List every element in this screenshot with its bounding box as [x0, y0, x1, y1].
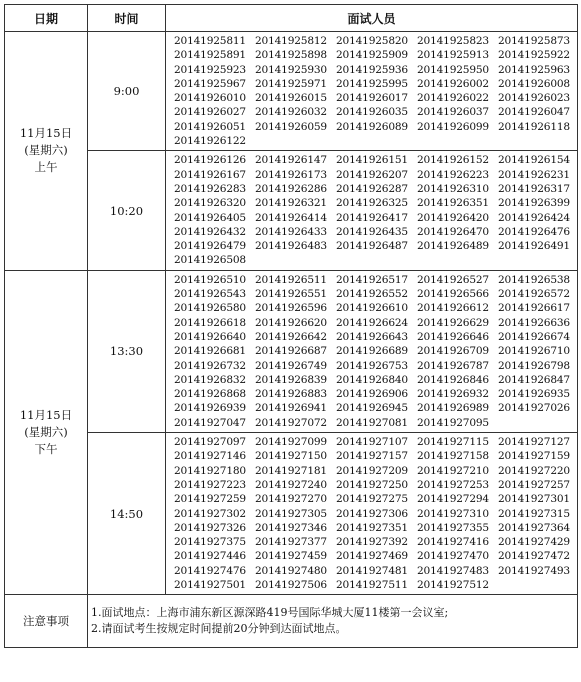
candidate-id: 20141926517: [336, 273, 408, 286]
candidate-id: 20141926051: [174, 120, 246, 133]
candidate-id: 20141927220: [498, 464, 570, 477]
candidate-id: 20141925913: [417, 49, 489, 62]
candidate-id: 20141926089: [336, 120, 408, 133]
candidate-id: 20141925950: [417, 63, 489, 76]
time-cell: 13:30: [88, 270, 166, 432]
candidate-id: 20141926749: [255, 359, 327, 372]
candidate-id: 20141926846: [417, 373, 489, 386]
candidate-id: 20141927127: [498, 436, 570, 449]
candidate-id: 20141927257: [498, 478, 570, 491]
time-cell: 9:00: [88, 32, 166, 151]
candidate-id: 20141927275: [336, 493, 408, 506]
candidate-id: 20141926399: [498, 197, 570, 210]
candidate-id: 20141926832: [174, 373, 246, 386]
candidate-id: 20141926839: [255, 373, 327, 386]
candidate-id: 20141926231: [498, 168, 570, 181]
candidate-id: 20141926479: [174, 240, 246, 253]
candidate-id: 20141927446: [174, 550, 246, 563]
candidate-id: 20141926610: [336, 302, 408, 315]
time-cell: 14:50: [88, 433, 166, 595]
date-line: (星期六): [24, 143, 68, 158]
candidate-id: 20141926010: [174, 92, 246, 105]
slot-row-1450: [5, 433, 578, 595]
candidate-id: 20141926527: [417, 273, 489, 286]
candidate-id-list: [166, 32, 578, 151]
candidate-id: 20141926122: [174, 135, 246, 148]
candidate-id-list: [166, 270, 578, 432]
candidate-id: 20141927158: [417, 450, 489, 463]
candidate-id: 20141926618: [174, 316, 246, 329]
candidate-id: 20141925812: [255, 35, 327, 47]
candidate-id: 20141926508: [174, 254, 246, 267]
candidate-id: 20141926511: [255, 273, 327, 286]
candidate-id: 20141927081: [336, 416, 408, 429]
candidate-id: 20141926207: [336, 168, 408, 181]
candidate-id: 20141927115: [417, 436, 489, 449]
candidate-id: 20141926580: [174, 302, 246, 315]
candidate-id: 20141926099: [417, 120, 489, 133]
candidate-id: 20141927511: [336, 578, 408, 591]
header-time: 时间: [88, 5, 166, 32]
candidate-id: 20141926321: [255, 197, 327, 210]
candidate-id: 20141926935: [498, 388, 570, 401]
candidate-id: 20141927392: [336, 536, 408, 549]
candidate-id: 20141927223: [174, 478, 246, 491]
candidate-id: 20141925963: [498, 63, 570, 76]
candidate-id: 20141926325: [336, 197, 408, 210]
time-cell: 10:20: [88, 151, 166, 270]
candidate-id: 20141926154: [498, 154, 570, 167]
candidate-id: 20141927095: [417, 416, 489, 429]
candidate-id: 20141926002: [417, 77, 489, 90]
candidate-id: 20141926435: [336, 225, 408, 238]
candidate-id: 20141926047: [498, 106, 570, 119]
date-line: 11月15日: [19, 408, 73, 423]
candidate-id: 20141926732: [174, 359, 246, 372]
candidate-id: 20141927026: [498, 402, 570, 415]
candidate-id: 20141927326: [174, 521, 246, 534]
candidate-id: 20141927512: [417, 578, 489, 591]
candidate-id: 20141926487: [336, 240, 408, 253]
candidate-id: 20141926022: [417, 92, 489, 105]
candidate-id: 20141926640: [174, 330, 246, 343]
notes-row: [5, 595, 578, 648]
candidate-id: 20141927180: [174, 464, 246, 477]
candidate-id: 20141926147: [255, 154, 327, 167]
slot-row-1020: [5, 151, 578, 270]
candidate-id: 20141926617: [498, 302, 570, 315]
candidate-id: 20141927157: [336, 450, 408, 463]
candidate-id: 20141927481: [336, 564, 408, 577]
candidate-id: 20141926572: [498, 288, 570, 301]
candidate-id: 20141927210: [417, 464, 489, 477]
candidate-id: 20141927472: [498, 550, 570, 563]
candidate-id: 20141927107: [336, 436, 408, 449]
candidate-id: 20141926032: [255, 106, 327, 119]
candidate-id: 20141926035: [336, 106, 408, 119]
candidate-id: 20141926167: [174, 168, 246, 181]
candidate-id: 20141925891: [174, 49, 246, 62]
candidate-id: 20141926417: [336, 211, 408, 224]
candidate-id: 20141926173: [255, 168, 327, 181]
candidate-id: 20141927470: [417, 550, 489, 563]
candidate-id: 20141926753: [336, 359, 408, 372]
candidate-id: 20141926552: [336, 288, 408, 301]
candidate-id: 20141927302: [174, 507, 246, 520]
candidate-id: 20141926674: [498, 330, 570, 343]
candidate-id: 20141926787: [417, 359, 489, 372]
candidate-id: 20141927146: [174, 450, 246, 463]
candidate-id: 20141926027: [174, 106, 246, 119]
candidate-id: 20141926510: [174, 273, 246, 286]
candidate-id: 20141927501: [174, 578, 246, 591]
candidate-id: 20141926932: [417, 388, 489, 401]
candidate-id: 20141926596: [255, 302, 327, 315]
candidate-id: 20141927375: [174, 536, 246, 549]
candidate-id: 20141926709: [417, 345, 489, 358]
candidate-id: 20141927459: [255, 550, 327, 563]
date-line: (星期六): [24, 425, 68, 440]
candidate-id: 20141927480: [255, 564, 327, 577]
candidate-id: 20141926432: [174, 225, 246, 238]
candidate-id: 20141926351: [417, 197, 489, 210]
candidate-id: 20141926283: [174, 182, 246, 195]
candidate-id: 20141927253: [417, 478, 489, 491]
candidate-id: 20141927493: [498, 564, 570, 577]
candidate-id: 20141926489: [417, 240, 489, 253]
candidate-id: 20141926566: [417, 288, 489, 301]
candidate-id: 20141926939: [174, 402, 246, 415]
interview-schedule-table: [4, 4, 578, 648]
candidate-id: 20141927469: [336, 550, 408, 563]
candidate-id: 20141926945: [336, 402, 408, 415]
candidate-id: 20141926126: [174, 154, 246, 167]
notes-label: 注意事项: [5, 595, 88, 648]
candidate-id: 20141926989: [417, 402, 489, 415]
candidate-id: 20141926287: [336, 182, 408, 195]
candidate-id: 20141927072: [255, 416, 327, 429]
candidate-id: 20141926008: [498, 77, 570, 90]
candidate-id: 20141926687: [255, 345, 327, 358]
candidate-id: 20141926551: [255, 288, 327, 301]
candidate-id: 20141926015: [255, 92, 327, 105]
candidate-id: 20141926424: [498, 211, 570, 224]
candidate-id: 20141927209: [336, 464, 408, 477]
note-line: 1.面试地点：上海市浦东新区源深路419号国际华城大厦11楼第一会议室;: [91, 606, 449, 620]
candidate-id: 20141927294: [417, 493, 489, 506]
candidate-id: 20141925823: [417, 35, 489, 47]
candidate-id: 20141926538: [498, 273, 570, 286]
candidate-id-list: [166, 151, 578, 270]
date-line: 上午: [34, 160, 58, 175]
candidate-id: 20141927270: [255, 493, 327, 506]
candidate-id: 20141927301: [498, 493, 570, 506]
candidate-id: 20141926152: [417, 154, 489, 167]
candidate-id: 20141926642: [255, 330, 327, 343]
candidate-id: 20141927416: [417, 536, 489, 549]
candidate-id: 20141927047: [174, 416, 246, 429]
candidate-id: 20141926868: [174, 388, 246, 401]
candidate-id: 20141927315: [498, 507, 570, 520]
candidate-id: 20141927351: [336, 521, 408, 534]
candidate-id: 20141926624: [336, 316, 408, 329]
candidate-id: 20141927310: [417, 507, 489, 520]
date-cell-morning: [5, 32, 88, 271]
candidate-id: 20141926483: [255, 240, 327, 253]
candidate-id: 20141926317: [498, 182, 570, 195]
candidate-id: 20141927476: [174, 564, 246, 577]
candidate-id: 20141927377: [255, 536, 327, 549]
candidate-id: 20141927150: [255, 450, 327, 463]
candidate-id: 20141925923: [174, 63, 246, 76]
candidate-id: 20141926643: [336, 330, 408, 343]
slot-row-1330: [5, 270, 578, 432]
candidate-id: 20141926059: [255, 120, 327, 133]
candidate-id: 20141926433: [255, 225, 327, 238]
candidate-id: 20141926906: [336, 388, 408, 401]
candidate-id: 20141926470: [417, 225, 489, 238]
candidate-id: 20141925820: [336, 35, 408, 47]
candidate-id: 20141927305: [255, 507, 327, 520]
candidate-id: 20141926023: [498, 92, 570, 105]
candidate-id: 20141926405: [174, 211, 246, 224]
candidate-id: 20141926320: [174, 197, 246, 210]
candidate-id: 20141925936: [336, 63, 408, 76]
candidate-id: 20141926017: [336, 92, 408, 105]
date-line: 11月15日: [19, 126, 73, 141]
candidate-id: 20141927159: [498, 450, 570, 463]
header-row: [5, 5, 578, 32]
candidate-id: 20141925873: [498, 35, 570, 47]
candidate-id: 20141927250: [336, 478, 408, 491]
candidate-id: 20141925898: [255, 49, 327, 62]
candidate-id: 20141926883: [255, 388, 327, 401]
candidate-id: 20141927259: [174, 493, 246, 506]
candidate-id: 20141925909: [336, 49, 408, 62]
candidate-id: 20141926491: [498, 240, 570, 253]
candidate-id: 20141927483: [417, 564, 489, 577]
candidate-id: 20141926681: [174, 345, 246, 358]
candidate-id: 20141926612: [417, 302, 489, 315]
candidate-id: 20141927346: [255, 521, 327, 534]
candidate-id: 20141926620: [255, 316, 327, 329]
candidate-id: 20141925811: [174, 35, 246, 47]
candidate-id: 20141926414: [255, 211, 327, 224]
slot-row-0900: [5, 32, 578, 151]
candidate-id: 20141927099: [255, 436, 327, 449]
candidate-id: 20141926151: [336, 154, 408, 167]
candidate-id: 20141926629: [417, 316, 489, 329]
candidate-id: 20141926689: [336, 345, 408, 358]
candidate-id: 20141926847: [498, 373, 570, 386]
candidate-id: 20141927355: [417, 521, 489, 534]
candidate-id: 20141926420: [417, 211, 489, 224]
candidate-id: 20141927097: [174, 436, 246, 449]
candidate-id: 20141926798: [498, 359, 570, 372]
candidate-id: 20141926476: [498, 225, 570, 238]
candidate-id: 20141927306: [336, 507, 408, 520]
header-date: 日期: [5, 5, 88, 32]
candidate-id: 20141926636: [498, 316, 570, 329]
candidate-id: 20141926118: [498, 120, 570, 133]
candidate-id: 20141926710: [498, 345, 570, 358]
candidate-id: 20141927429: [498, 536, 570, 549]
candidate-id: 20141925971: [255, 77, 327, 90]
date-line: 下午: [34, 442, 58, 457]
candidate-id: 20141925930: [255, 63, 327, 76]
header-people: 面试人员: [166, 5, 578, 32]
candidate-id: 20141925995: [336, 77, 408, 90]
candidate-id: 20141926310: [417, 182, 489, 195]
candidate-id: 20141926543: [174, 288, 246, 301]
candidate-id: 20141926223: [417, 168, 489, 181]
candidate-id-list: [166, 433, 578, 595]
candidate-id: 20141926941: [255, 402, 327, 415]
candidate-id: 20141927240: [255, 478, 327, 491]
candidate-id: 20141927181: [255, 464, 327, 477]
notes-content: [88, 595, 578, 648]
candidate-id: 20141925967: [174, 77, 246, 90]
candidate-id: 20141927506: [255, 578, 327, 591]
candidate-id: 20141926646: [417, 330, 489, 343]
candidate-id: 20141926037: [417, 106, 489, 119]
candidate-id: 20141926840: [336, 373, 408, 386]
candidate-id: 20141926286: [255, 182, 327, 195]
candidate-id: 20141925922: [498, 49, 570, 62]
date-cell-afternoon: [5, 270, 88, 595]
note-line: 2.请面试考生按规定时间提前20分钟到达面试地点。: [91, 622, 347, 636]
candidate-id: 20141927364: [498, 521, 570, 534]
